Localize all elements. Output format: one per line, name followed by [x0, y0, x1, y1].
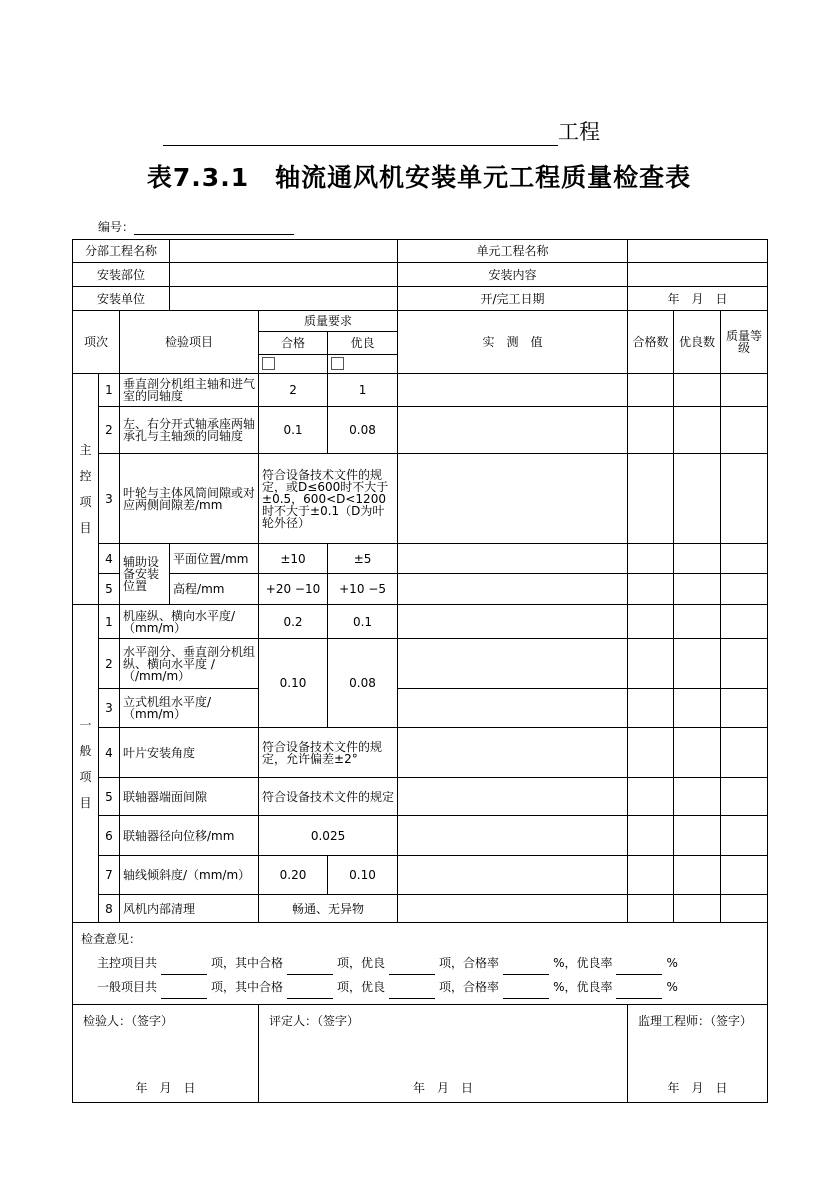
- qualified-count-cell[interactable]: [628, 816, 674, 856]
- excellent-value: ±5: [328, 544, 398, 574]
- summary-text: 项，合格率: [439, 956, 500, 970]
- summary-text: %: [666, 980, 678, 994]
- qualified-count-cell[interactable]: [628, 856, 674, 895]
- content-label: 安装内容: [398, 263, 628, 287]
- excellent-count-cell[interactable]: [674, 574, 721, 605]
- sub-project-label: 分部工程名称: [73, 240, 170, 263]
- qualified-count-cell[interactable]: [628, 778, 674, 816]
- summary-text: %，优良率: [553, 956, 613, 970]
- blank[interactable]: [389, 986, 435, 999]
- number-blank[interactable]: [134, 222, 294, 235]
- grade-cell[interactable]: [721, 728, 768, 778]
- summary-text: 项，优良: [337, 980, 386, 994]
- unit-label: 安装单位: [73, 287, 170, 311]
- row-no: 8: [99, 895, 120, 923]
- item-group: 辅助设备安装位置: [120, 544, 170, 605]
- excellent-count-cell[interactable]: [674, 816, 721, 856]
- qualified-value: 0.1: [259, 407, 328, 454]
- grade-cell[interactable]: [721, 639, 768, 689]
- grade-cell[interactable]: [721, 574, 768, 605]
- grade-cell[interactable]: [721, 816, 768, 856]
- measured-cell[interactable]: [398, 574, 628, 605]
- row-no: 3: [99, 454, 120, 544]
- sub-project-value[interactable]: [170, 240, 398, 263]
- summary-text: 项，其中合格: [211, 980, 284, 994]
- qualified-checkbox[interactable]: [262, 357, 275, 370]
- requirement-value: 0.025: [259, 816, 398, 856]
- row-no: 6: [99, 816, 120, 856]
- inspection-opinion: [73, 923, 768, 1005]
- grade-cell[interactable]: [721, 778, 768, 816]
- excellent-checkbox[interactable]: [331, 357, 344, 370]
- number-field: [98, 218, 294, 235]
- location-value[interactable]: [170, 263, 398, 287]
- excellent-header: 优良: [328, 332, 398, 355]
- blank[interactable]: [616, 962, 662, 975]
- measured-cell[interactable]: [398, 856, 628, 895]
- blank[interactable]: [161, 986, 207, 999]
- dates-value[interactable]: 年 月 日: [628, 287, 768, 311]
- summary-text: 主控项目共: [97, 956, 158, 970]
- project-name: [163, 116, 600, 146]
- opinion-label: 检查意见：: [81, 932, 142, 946]
- blank[interactable]: [161, 962, 207, 975]
- inspector-label: 检验人：（签字）: [83, 1014, 174, 1028]
- measured-cell[interactable]: [398, 895, 628, 923]
- item-name: 左、右分开式轴承座两轴承孔与主轴颈的同轴度: [120, 407, 259, 454]
- item-name: 联轴器端面间隙: [120, 778, 259, 816]
- blank[interactable]: [503, 962, 549, 975]
- excellent-value: 1: [328, 374, 398, 407]
- measured-cell[interactable]: [398, 454, 628, 544]
- measured-cell[interactable]: [398, 639, 628, 689]
- qualified-value: ±10: [259, 544, 328, 574]
- page-title: 表7.3.1 轴流通风机安装单元工程质量检查表: [146, 163, 692, 192]
- content-value[interactable]: [628, 263, 768, 287]
- qualified-value: 0.2: [259, 605, 328, 639]
- inspector-signature[interactable]: [73, 1005, 259, 1103]
- measured-cell[interactable]: [398, 689, 628, 728]
- measured-cell[interactable]: [398, 605, 628, 639]
- summary-text: 项，合格率: [439, 980, 500, 994]
- measured-cell[interactable]: [398, 728, 628, 778]
- qualified-count-cell[interactable]: [628, 454, 674, 544]
- summary-text: 项，优良: [337, 956, 386, 970]
- general-category: 一 般 项 目: [73, 605, 99, 923]
- qualified-value: +20 −10: [259, 574, 328, 605]
- item-no-header: 项次: [73, 311, 120, 374]
- grade-cell[interactable]: [721, 605, 768, 639]
- excellent-count-cell[interactable]: [674, 689, 721, 728]
- measured-header: 实 测 值: [398, 311, 628, 374]
- blank[interactable]: [616, 986, 662, 999]
- excellent-value: 0.1: [328, 605, 398, 639]
- inspection-table: [72, 239, 768, 1103]
- qualified-header: 合格: [259, 332, 328, 355]
- summary-text: %: [666, 956, 678, 970]
- unit-value[interactable]: [170, 287, 398, 311]
- excellent-count-cell[interactable]: [674, 728, 721, 778]
- qualified-value: 0.20: [259, 856, 328, 895]
- grade-cell[interactable]: [721, 407, 768, 454]
- item-name: 机座纵、横向水平度/（mm/m）: [120, 605, 259, 639]
- row-no: 5: [99, 778, 120, 816]
- qualified-count-header: 合格数: [628, 311, 674, 374]
- row-no: 5: [99, 574, 120, 605]
- excellent-count-cell[interactable]: [674, 856, 721, 895]
- summary-text: 一般项目共: [97, 980, 158, 994]
- quality-req-header: 质量要求: [259, 311, 398, 332]
- excellent-value: 0.08: [328, 407, 398, 454]
- requirement-value: 符合设备技术文件的规定: [259, 778, 398, 816]
- summary-text: %，优良率: [553, 980, 613, 994]
- item-name: 风机内部清理: [120, 895, 259, 923]
- qualified-count-cell[interactable]: [628, 689, 674, 728]
- row-no: 4: [99, 728, 120, 778]
- excellent-count-header: 优良数: [674, 311, 721, 374]
- measured-cell[interactable]: [398, 407, 628, 454]
- unit-project-value[interactable]: [628, 240, 768, 263]
- project-suffix: 工程: [558, 120, 600, 144]
- unit-project-label: 单元工程名称: [398, 240, 628, 263]
- measured-cell[interactable]: [398, 778, 628, 816]
- measured-cell[interactable]: [398, 816, 628, 856]
- check-item-header: 检验项目: [120, 311, 259, 374]
- main-category: 主 控 项 目: [73, 374, 99, 605]
- excellent-count-cell[interactable]: [674, 639, 721, 689]
- row-no: 1: [99, 605, 120, 639]
- row-no: 2: [99, 639, 120, 689]
- grade-cell[interactable]: [721, 895, 768, 923]
- item-name: 平面位置/mm: [170, 544, 259, 574]
- requirement-value: 符合设备技术文件的规定，或D≤600时不大于±0.5，600<D<1200时不大于±0.1（D为叶轮外径）: [259, 454, 398, 544]
- sign-date: 年 月 日: [413, 1081, 474, 1095]
- sign-date: 年 月 日: [667, 1081, 728, 1095]
- item-name: 高程/mm: [170, 574, 259, 605]
- number-label: 编号：: [98, 220, 135, 234]
- item-name: 立式机组水平度/（mm/m）: [120, 689, 259, 728]
- blank[interactable]: [287, 962, 333, 975]
- evaluator-signature[interactable]: [259, 1005, 628, 1103]
- excellent-count-cell[interactable]: [674, 544, 721, 574]
- item-name: 垂直剖分机组主轴和进气室的同轴度: [120, 374, 259, 407]
- supervisor-label: 监理工程师：（签字）: [638, 1014, 753, 1028]
- excellent-value: 0.08: [328, 639, 398, 728]
- project-name-blank[interactable]: [163, 123, 558, 146]
- blank[interactable]: [389, 962, 435, 975]
- item-name: 水平剖分、垂直剖分机组纵、横向水平度 /（/mm/m）: [120, 639, 259, 689]
- measured-cell[interactable]: [398, 374, 628, 407]
- grade-cell[interactable]: [721, 689, 768, 728]
- summary-text: 项，其中合格: [211, 956, 284, 970]
- main-summary: [81, 951, 759, 975]
- item-name: 轴线倾斜度/（mm/m）: [120, 856, 259, 895]
- row-no: 1: [99, 374, 120, 407]
- measured-cell[interactable]: [398, 544, 628, 574]
- requirement-value: 畅通、无异物: [259, 895, 398, 923]
- grade-cell[interactable]: [721, 544, 768, 574]
- row-no: 7: [99, 856, 120, 895]
- excellent-count-cell[interactable]: [674, 778, 721, 816]
- excellent-count-cell[interactable]: [674, 454, 721, 544]
- row-no: 2: [99, 407, 120, 454]
- dates-label: 开/完工日期: [398, 287, 628, 311]
- excellent-count-cell[interactable]: [674, 605, 721, 639]
- qualified-count-cell[interactable]: [628, 605, 674, 639]
- excellent-count-cell[interactable]: [674, 374, 721, 407]
- supervisor-signature[interactable]: [628, 1005, 768, 1103]
- grade-header: 质量等级: [721, 311, 768, 374]
- qualified-count-cell[interactable]: [628, 407, 674, 454]
- qualified-count-cell[interactable]: [628, 895, 674, 923]
- item-name: 联轴器径向位移/mm: [120, 816, 259, 856]
- row-no: 3: [99, 689, 120, 728]
- grade-cell[interactable]: [721, 454, 768, 544]
- qualified-count-cell[interactable]: [628, 574, 674, 605]
- qualified-count-cell[interactable]: [628, 374, 674, 407]
- qualified-value: 2: [259, 374, 328, 407]
- qualified-value: 0.10: [259, 639, 328, 728]
- qualified-count-cell[interactable]: [628, 728, 674, 778]
- qualified-count-cell[interactable]: [628, 544, 674, 574]
- excellent-count-cell[interactable]: [674, 407, 721, 454]
- row-no: 4: [99, 544, 120, 574]
- excellent-value: 0.10: [328, 856, 398, 895]
- excellent-value: +10 −5: [328, 574, 398, 605]
- location-label: 安装部位: [73, 263, 170, 287]
- item-name: 叶片安装角度: [120, 728, 259, 778]
- grade-cell[interactable]: [721, 856, 768, 895]
- excellent-count-cell[interactable]: [674, 895, 721, 923]
- sign-date: 年 月 日: [135, 1081, 196, 1095]
- blank[interactable]: [503, 986, 549, 999]
- general-summary: [81, 975, 759, 999]
- item-name: 叶轮与主体风筒间隙或对应两侧间隙差/mm: [120, 454, 259, 544]
- blank[interactable]: [287, 986, 333, 999]
- requirement-value: 符合设备技术文件的规定，允许偏差±2°: [259, 728, 398, 778]
- evaluator-label: 评定人：（签字）: [269, 1014, 360, 1028]
- qualified-count-cell[interactable]: [628, 639, 674, 689]
- grade-cell[interactable]: [721, 374, 768, 407]
